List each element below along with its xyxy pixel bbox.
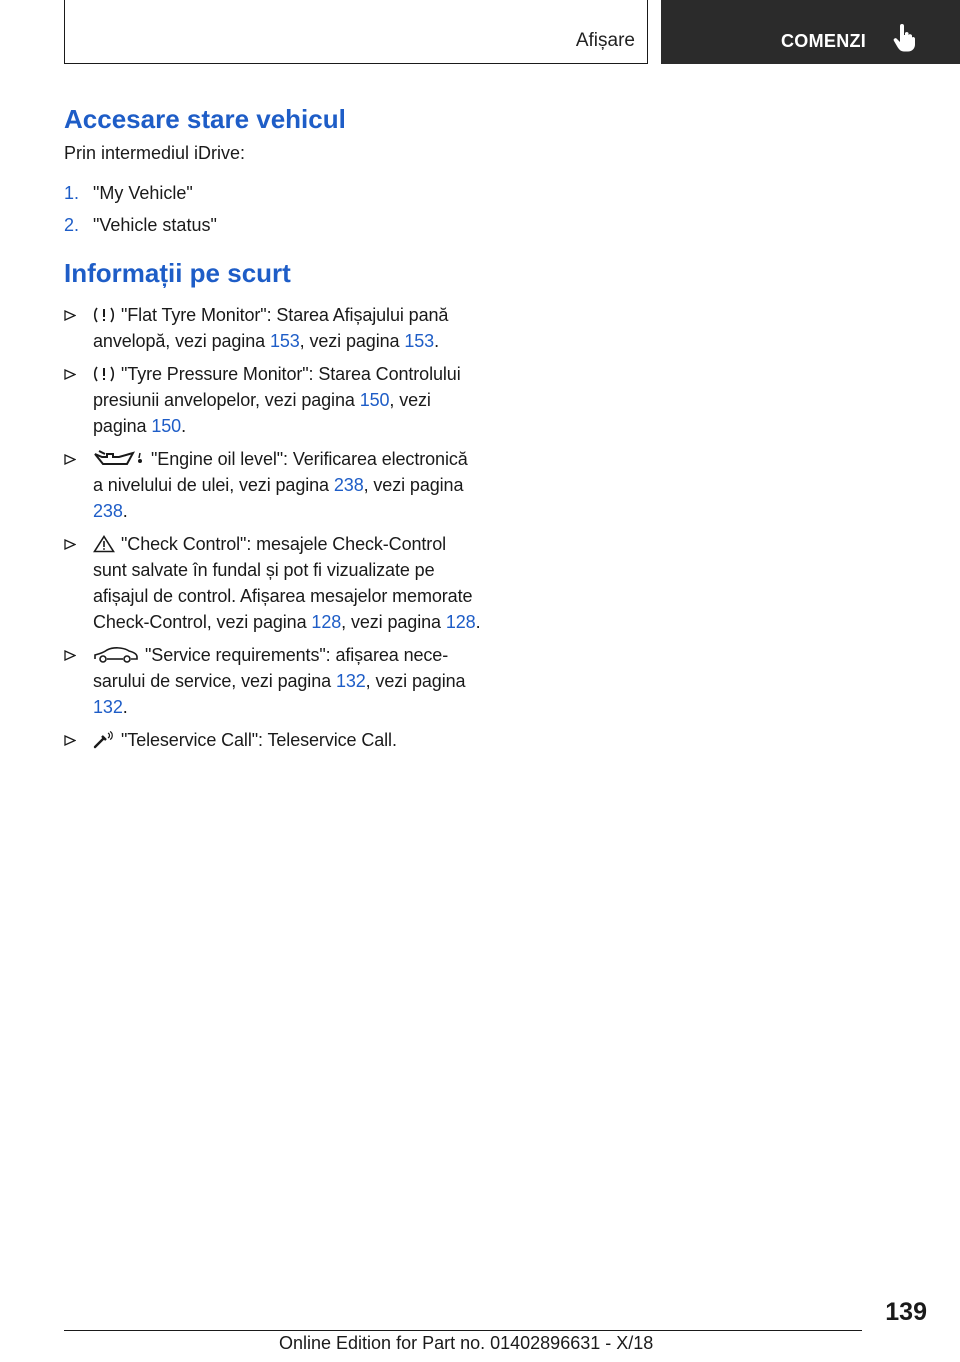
page-ref-link[interactable]: 150 <box>151 416 182 436</box>
item-text: . <box>475 612 481 632</box>
step-item <box>64 212 482 238</box>
page-content <box>64 102 482 760</box>
bullet-triangle-icon <box>64 454 76 465</box>
page-ref-link[interactable]: 238 <box>333 475 364 495</box>
list-item <box>64 302 482 354</box>
list-item <box>64 531 482 635</box>
item-text: "Check Control": mesajele Check-Control sunt salvate în fundal și pot fi vizualizate pe afișajul de control. Afișarea mesajelor memorate Check-Control, vezi pagina <box>93 534 473 632</box>
item-text: "Flat Tyre Monitor": Starea Afișajului pană anvelopă, vezi pagina <box>93 305 449 351</box>
header-chapter-label: COMENZI <box>781 31 867 51</box>
header-section-label: Afișare <box>575 30 635 51</box>
footer-edition-text: Online Edition for Part no. 01402896631 - X/18 <box>279 1333 654 1353</box>
list-item <box>64 727 482 753</box>
step-text: "My Vehicle" <box>93 183 193 203</box>
item-text: , vezi pagina <box>341 612 446 632</box>
service-car-icon <box>93 646 139 664</box>
steps-list <box>64 180 482 238</box>
page-ref-link[interactable]: 153 <box>269 331 300 351</box>
step-item <box>64 180 482 206</box>
item-text: , vezi pagina <box>365 671 466 691</box>
intro-text: Prin intermediul iDrive: <box>64 143 246 163</box>
item-text: , vezi pagina <box>363 475 464 495</box>
section-title-vehicle-status: Accesare stare vehicul <box>64 104 346 134</box>
item-text: . <box>181 416 186 436</box>
list-item <box>64 446 482 524</box>
item-text: "Teleservice Call": Teleservice Call. <box>121 730 397 750</box>
item-text: . <box>434 331 439 351</box>
header-chapter-tab <box>661 0 960 64</box>
overview-list <box>64 302 482 753</box>
page-ref-link[interactable]: 128 <box>311 612 342 632</box>
page-ref-link[interactable]: 132 <box>93 697 123 717</box>
hand-pointer-icon <box>893 24 915 52</box>
page-ref-link[interactable]: 238 <box>93 501 123 521</box>
section-title-overview: Informații pe scurt <box>64 258 291 288</box>
item-text: , vezi pagina <box>299 331 405 351</box>
footer-divider <box>64 1330 862 1331</box>
step-number: 1. <box>64 183 80 203</box>
item-text: "Engine oil level": Verificarea electronică a nivelului de ulei, vezi pagina <box>93 449 468 495</box>
page-ref-link[interactable]: 150 <box>359 390 390 410</box>
bullet-triangle-icon <box>64 735 76 746</box>
tyre-warning-icon <box>93 306 115 324</box>
item-text: . <box>122 501 128 521</box>
list-item <box>64 642 482 720</box>
bullet-triangle-icon <box>64 650 76 661</box>
list-item <box>64 361 482 439</box>
bullet-triangle-icon <box>64 539 76 550</box>
page-number: 139 <box>885 1298 927 1326</box>
page-ref-link[interactable]: 132 <box>335 671 366 691</box>
bullet-triangle-icon <box>64 369 76 380</box>
teleservice-wrench-icon <box>93 731 115 749</box>
page-ref-link[interactable]: 128 <box>445 612 476 632</box>
page-ref-link[interactable]: 153 <box>404 331 435 351</box>
item-text: . <box>122 697 128 717</box>
item-text: "Service requirements": afișarea necesarului de service, vezi pagina <box>93 645 449 691</box>
item-text: "Tyre Pressure Monitor": Starea Controlului presiunii anvelopelor, vezi pagina <box>93 364 461 410</box>
header-section-tab <box>64 0 648 64</box>
step-number: 2. <box>64 215 80 235</box>
bullet-triangle-icon <box>64 310 76 321</box>
tyre-pressure-icon <box>93 365 115 383</box>
item-text: , vezi pagina <box>93 390 431 436</box>
oil-can-icon <box>93 450 145 468</box>
warning-triangle-icon <box>93 535 115 553</box>
step-text: "Vehicle status" <box>93 215 217 235</box>
